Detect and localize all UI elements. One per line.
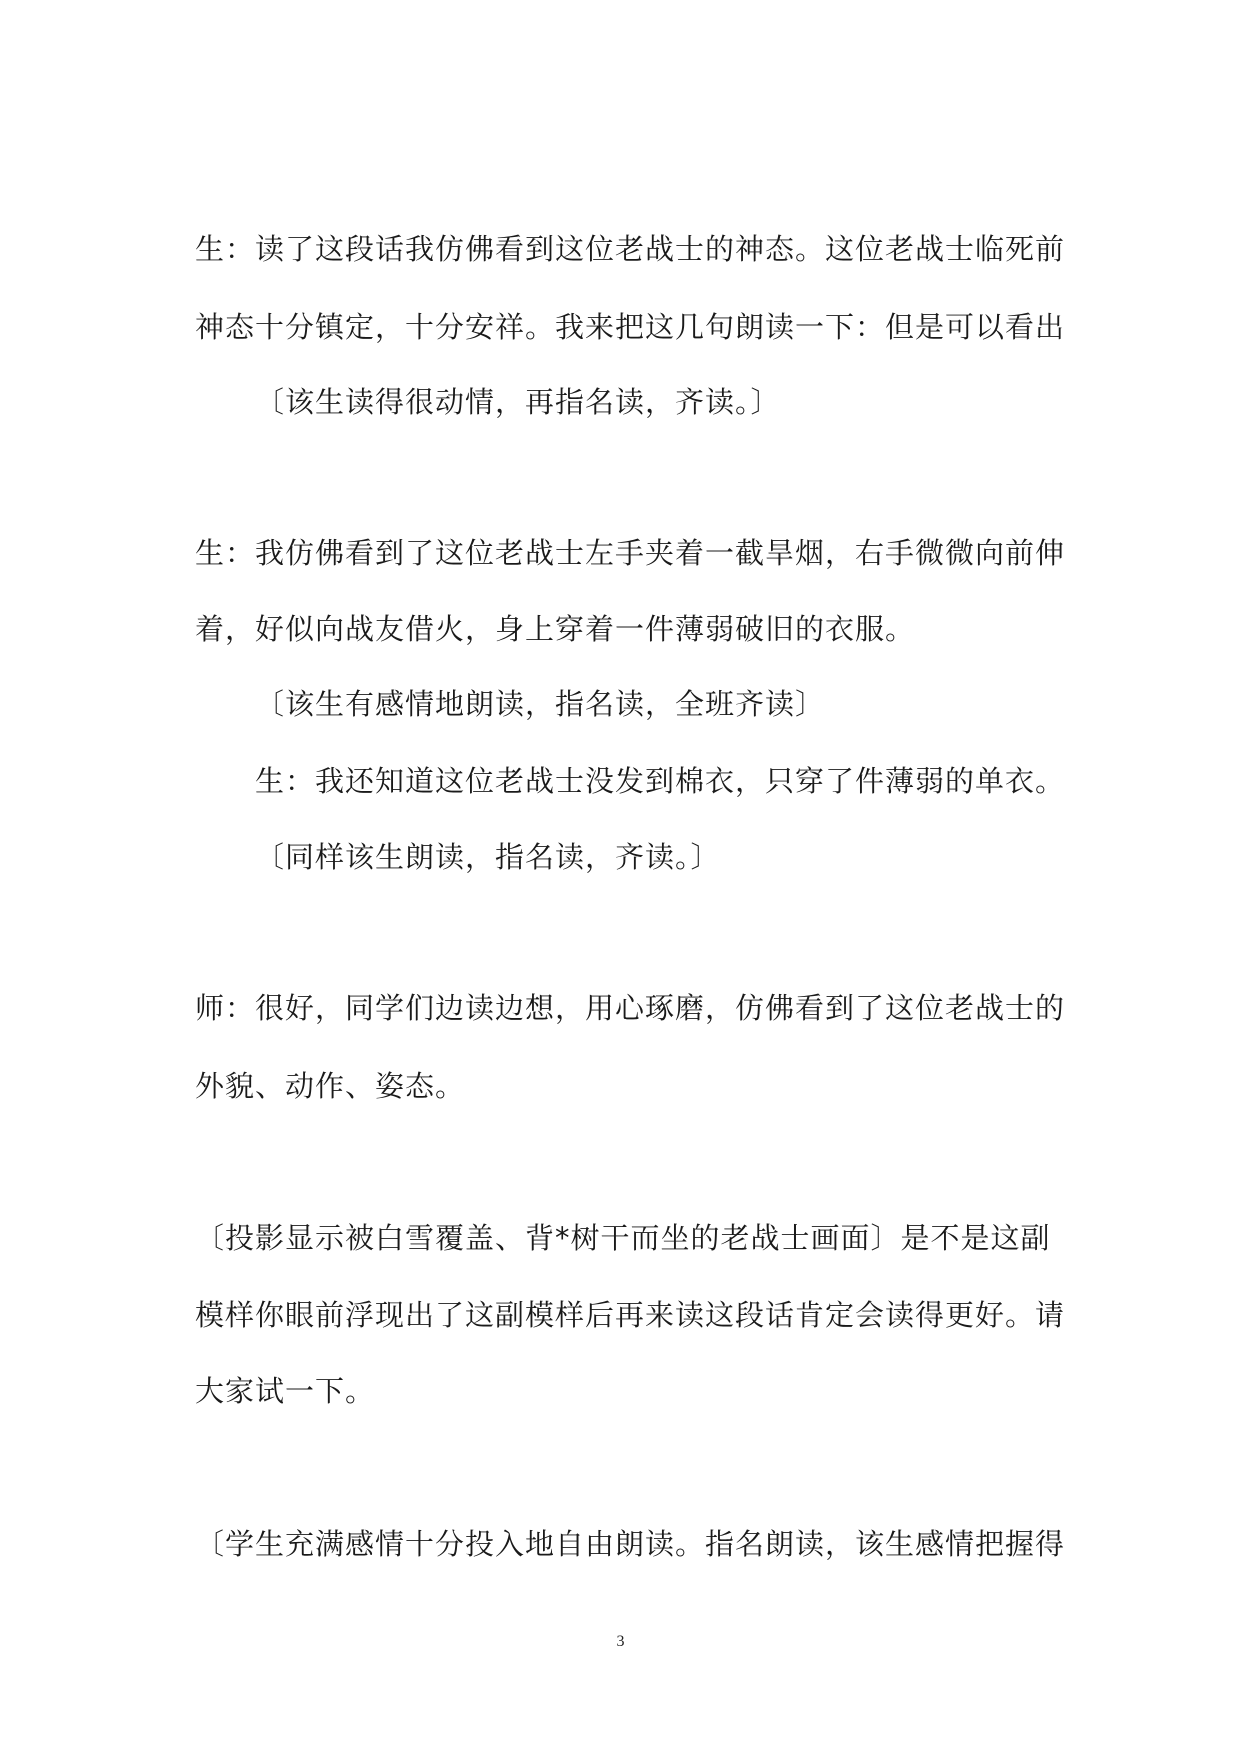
paragraph-line: 着，好似向战友借火，身上穿着一件薄弱破旧的衣服。 [195,612,916,646]
paragraph-line: 模样你眼前浮现出了这副模样后再来读这段话肯定会读得更好。请 [195,1298,1066,1332]
page-number: 3 [616,1633,625,1650]
stage-note-line: 〔该生读得很动情，再指名读，齐读。〕 [255,385,781,419]
paragraph-line: 外貌、动作、姿态。 [195,1069,466,1103]
stage-note-line: 〔同样该生朗读，指名读，齐读。〕 [255,840,721,874]
paragraph-line: 生：我还知道这位老战士没发到棉衣，只穿了件薄弱的单衣。 [255,764,1066,798]
paragraph-line: 生：我仿佛看到了这位老战士左手夹着一截旱烟，右手微微向前伸 [195,536,1066,570]
paragraph-line: 师：很好，同学们边读边想，用心琢磨，仿佛看到了这位老战士的 [195,991,1066,1025]
paragraph-line: 〔投影显示被白雪覆盖、背*树干而坐的老战士画面〕是不是这副 [195,1221,1051,1255]
paragraph-line: 大家试一下。 [195,1374,376,1408]
paragraph-line: 〔学生充满感情十分投入地自由朗读。指名朗读，该生感情把握得 [195,1527,1066,1561]
stage-note-line: 〔该生有感情地朗读，指名读，全班齐读〕 [255,687,826,721]
paragraph-line: 神态十分镇定，十分安祥。我来把这几句朗读一下：但是可以看出 [195,310,1066,344]
paragraph-line: 生：读了这段话我仿佛看到这位老战士的神态。这位老战士临死前 [195,232,1066,266]
